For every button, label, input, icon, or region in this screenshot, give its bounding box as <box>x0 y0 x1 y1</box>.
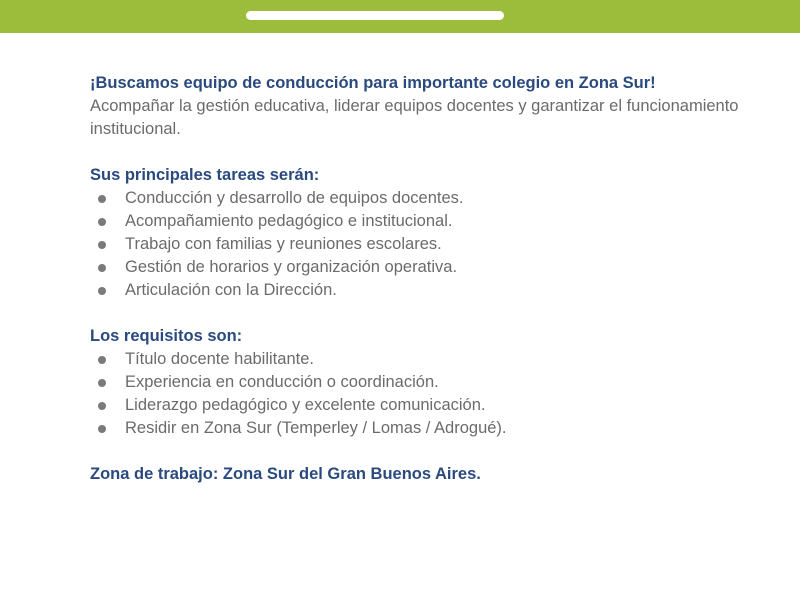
list-item <box>90 394 780 417</box>
tasks-section <box>90 164 780 302</box>
posting-description: Acompañar la gestión educativa, liderar equipos docentes y garantizar el funcionamiento institucional. <box>90 97 739 138</box>
requirement-item-text: Residir en Zona Sur (Temperley / Lomas / Adrogué). <box>125 419 507 437</box>
task-item-text: Articulación con la Dirección. <box>125 281 337 299</box>
bullet-icon <box>98 287 106 295</box>
task-item-text: Gestión de horarios y organización operativa. <box>125 258 458 276</box>
bullet-icon <box>98 218 106 226</box>
task-item-text: Conducción y desarrollo de equipos docentes. <box>125 189 464 207</box>
list-item <box>90 279 780 302</box>
list-item <box>90 187 780 210</box>
tasks-list <box>90 187 780 302</box>
bullet-icon <box>98 402 106 410</box>
task-item-text: Trabajo con familias y reuniones escolares. <box>125 235 442 253</box>
tasks-heading: Sus principales tareas serán: <box>90 166 320 184</box>
requirement-item-text: Liderazgo pedagógico y excelente comunicación. <box>125 396 486 414</box>
list-item <box>90 233 780 256</box>
bullet-icon <box>98 425 106 433</box>
requirements-list <box>90 348 780 440</box>
top-bar-pill <box>246 11 504 20</box>
requirement-item-text: Experiencia en conducción o coordinación. <box>125 373 439 391</box>
requirements-heading: Los requisitos son: <box>90 327 243 345</box>
bullet-icon <box>98 195 106 203</box>
task-item-text: Acompañamiento pedagógico e institucional. <box>125 212 453 230</box>
list-item <box>90 210 780 233</box>
bullet-icon <box>98 379 106 387</box>
zone-section <box>90 463 780 486</box>
bullet-icon <box>98 241 106 249</box>
posting-title: ¡Buscamos equipo de conducción para importante colegio en Zona Sur! <box>90 74 656 92</box>
work-zone-text: Zona de trabajo: Zona Sur del Gran Buenos Aires. <box>90 465 481 483</box>
list-item <box>90 256 780 279</box>
list-item <box>90 348 780 371</box>
list-item <box>90 371 780 394</box>
list-item <box>90 417 780 440</box>
top-accent-bar <box>0 0 800 33</box>
requirement-item-text: Título docente habilitante. <box>125 350 314 368</box>
job-posting-content <box>90 72 780 486</box>
bullet-icon <box>98 264 106 272</box>
requirements-section <box>90 325 780 440</box>
bullet-icon <box>98 356 106 364</box>
